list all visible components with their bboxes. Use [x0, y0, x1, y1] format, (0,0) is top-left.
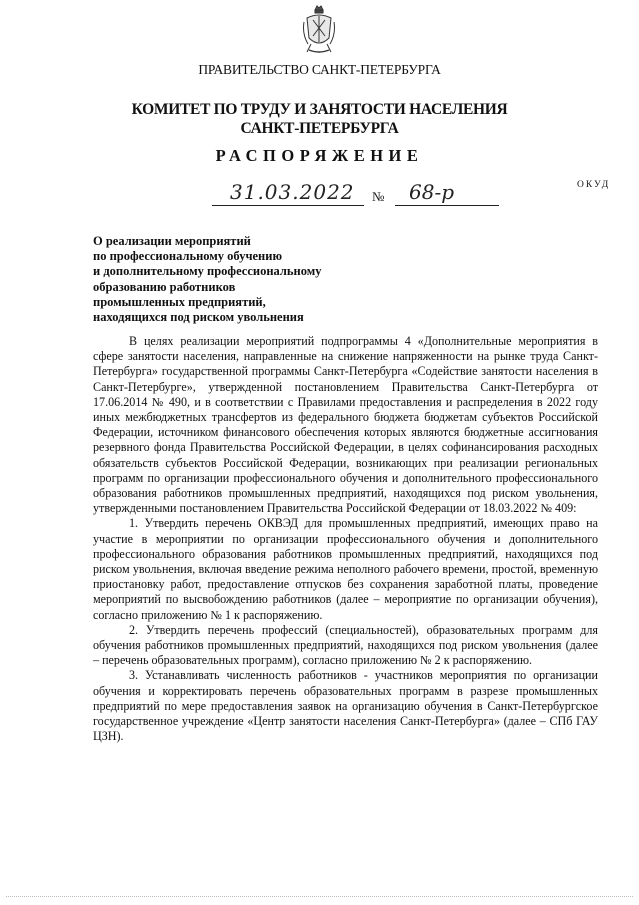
committee-title	[0, 100, 639, 138]
subject-block	[93, 234, 322, 325]
preamble-paragraph: В целях реализации мероприятий подпрограммы 4 «Дополнительные мероприятия в сфере занятости населения, направленные на снижение напряженности на рынке труда Санкт-Петербурга» государственной программы Санкт-Петербурга «Содействие занятости населения в Санкт-Петербурге», утвержденной постановлением Правительства Санкт-Петербурга от 17.06.2014 № 490, и в соответствии с Правилами предоставления и распределения в 2022 году иных межбюджетных трансфертов из федерального бюджета бюджетам субъектов Российской Федерации, источником финансового обеспечения которых являются бюджетные ассигнования резервного фонда Правительства Российской Федерации, в целях софинансирования расходных обязательств субъектов Российской Федерации, возникающих при реализации региональных программ по организации профессионального обучения и дополнительного профессионального образования работников промышленных предприятий, находящихся под риском увольнения, утвержденными постановлением Правительства Российской Федерации от 18.03.2022 № 409:	[93, 334, 598, 516]
government-title: ПРАВИТЕЛЬСТВО САНКТ-ПЕТЕРБУРГА	[198, 62, 441, 77]
clause-3-paragraph: 3. Устанавливать численность работников - участников мероприятия по организации обучения и корректировать перечень образовательных программ в разрезе промышленных предприятий по мере предоставления заявок на организацию обучения в Санкт-Петербургское государственное учреждение «Центр занятости населения Санкт-Петербурга» (далее – СПб ГАУ ЦЗН).	[93, 668, 598, 744]
subject-line: и дополнительному профессиональному	[93, 264, 322, 279]
committee-title-line2: САНКТ-ПЕТЕРБУРГА	[240, 120, 399, 137]
committee-title-line1: КОМИТЕТ ПО ТРУДУ И ЗАНЯТОСТИ НАСЕЛЕНИЯ	[131, 101, 508, 118]
date-field	[212, 178, 364, 208]
handwritten-number: 68-р	[409, 180, 455, 204]
subject-line: находящихся под риском увольнения	[93, 310, 304, 325]
clause-1-paragraph: 1. Утвердить перечень ОКВЭД для промышленных предприятий, имеющих право на участие в мероприятии по организации профессионального обучения и дополнительного профессионального образования работников промышленных предприятий, находящихся под риском увольнения, включая введение режима неполного рабочего времени, простой, временную приостановку работ, предоставление отпусков без сохранения заработной платы, проведение мероприятий по высвобождению работников (далее – мероприятие по организации обучения), согласно приложению № 1 к распоряжению.	[93, 516, 598, 622]
coat-of-arms-icon	[302, 4, 336, 56]
document-type-title: РАСПОРЯЖЕНИЕ	[215, 146, 424, 165]
subject-line: по профессиональному обучению	[93, 249, 282, 264]
handwritten-date: 31.03.2022	[230, 180, 355, 204]
okud-label: ОКУД	[577, 180, 611, 190]
date-underline	[212, 205, 364, 206]
number-sign: №	[372, 189, 385, 204]
subject-line: О реализации мероприятий	[93, 234, 251, 248]
subject-line: промышленных предприятий,	[93, 294, 266, 309]
subject-line: образованию работников	[93, 279, 236, 294]
number-underline	[395, 205, 499, 206]
number-field	[395, 178, 499, 208]
document-body	[93, 334, 598, 744]
page-bottom-edge	[6, 896, 633, 897]
clause-2-paragraph: 2. Утвердить перечень профессий (специальностей), образовательных программ для обучения работников промышленных предприятий, находящихся под риском увольнения (далее – перечень образовательных программ), согласно приложению № 2 к распоряжению.	[93, 622, 598, 668]
